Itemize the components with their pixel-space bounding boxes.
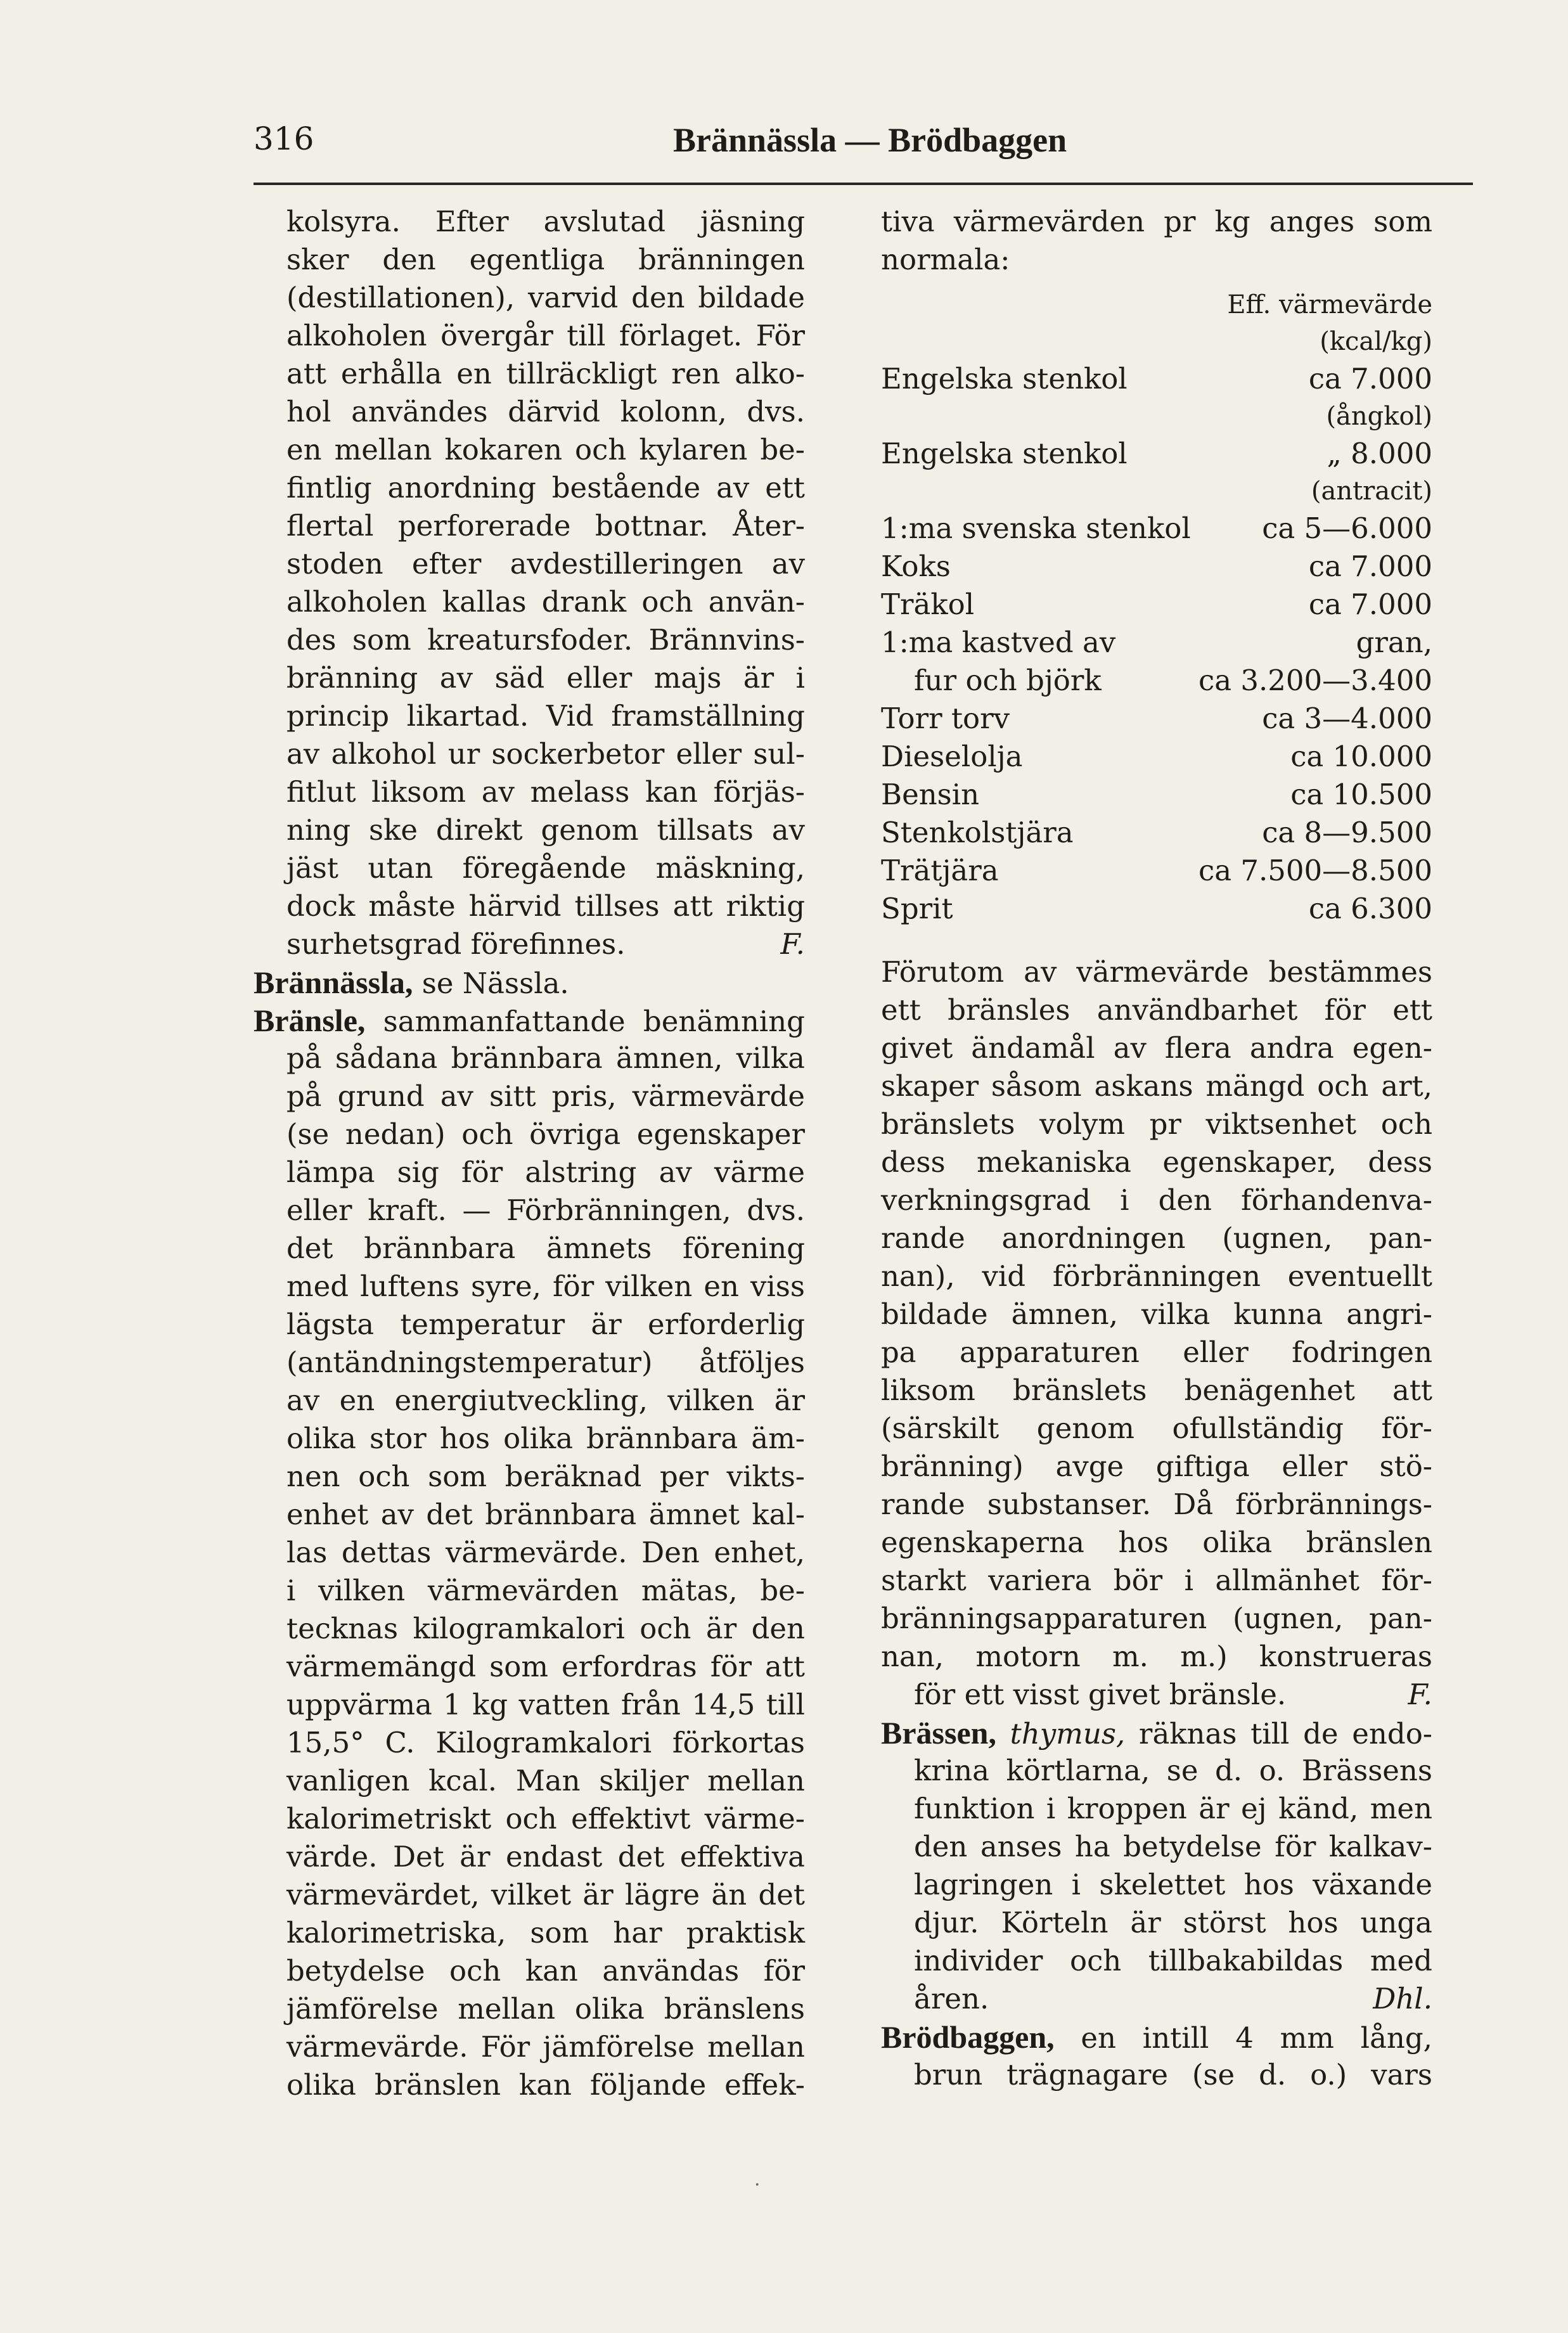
fuel-name: Koks <box>881 550 951 583</box>
text-line: värmevärdet, vilket är lägre än det <box>286 1878 805 1912</box>
fuel-name: Torr torv <box>881 702 1010 735</box>
paragraph <box>881 953 1432 1676</box>
text-line: värmevärde. För jämförelse mellan <box>286 2030 805 2064</box>
text-line: att erhålla en tillräckligt ren alko- <box>286 357 805 390</box>
text-line: (se nedan) och övriga egenskaper <box>286 1117 805 1151</box>
spacer <box>881 928 1432 953</box>
entry-body <box>254 1039 805 2104</box>
table-row <box>881 548 1432 586</box>
table-row <box>881 510 1432 548</box>
right-column <box>881 203 1432 2094</box>
text-line: ning ske direkt genom tillsats av <box>286 813 805 847</box>
entry-brassen <box>881 1714 1432 2018</box>
continued-text <box>254 203 805 925</box>
heating-value: ca 7.000 <box>1308 362 1432 395</box>
text-line: brun trägnagare (se d. o.) vars <box>914 2058 1432 2092</box>
line-text: surhetsgrad förefinnes. <box>286 927 626 961</box>
heating-value: ca 7.500—8.500 <box>1198 854 1432 887</box>
running-title: Brännässla — Brödbaggen <box>673 121 1067 159</box>
fuel-name: Trätjära <box>881 854 999 887</box>
text-line <box>881 1676 1432 1714</box>
text-line: olika stor hos olika brännbara äm- <box>286 1422 805 1455</box>
text-line: kolsyra. Efter avslutad jäsning <box>286 205 805 238</box>
text-line: princip likartad. Vid framställning <box>286 699 805 733</box>
text-line: jämförelse mellan olika bränslens <box>286 1992 805 2026</box>
text-line: det brännbara ämnets förening <box>286 1231 805 1265</box>
table-row <box>881 738 1432 776</box>
text-line: 15,5° C. Kilogramkalori förkortas <box>286 1726 805 1759</box>
entry-brodbaggen <box>881 2018 1432 2094</box>
fuel-table <box>881 286 1432 928</box>
headword: Brässen, <box>881 1715 996 1751</box>
text-line: lägsta temperatur är erforderlig <box>286 1308 805 1341</box>
text-line: eller kraft. — Förbränningen, dvs. <box>286 1193 805 1227</box>
author-signature: F. <box>780 927 805 961</box>
line-text: för ett visst givet bränsle. <box>914 1678 1287 1711</box>
entry-body <box>881 1752 1432 1980</box>
text-line: (särskilt genom ofullständig för- <box>881 1411 1432 1445</box>
text-line: skaper såsom askans mängd och art, <box>881 1069 1432 1103</box>
speck: · <box>754 2174 761 2196</box>
text-line: starkt variera bör i allmänhet för- <box>881 1564 1432 1597</box>
text-line: nan, motorn m. m.) konstrueras <box>881 1640 1432 1673</box>
text-line: hol användes därvid kolonn, dvs. <box>286 395 805 428</box>
text-line: värmemängd som erfordras för att <box>286 1650 805 1683</box>
table-row <box>881 662 1432 700</box>
table-row <box>881 890 1432 928</box>
text-line: vanligen kcal. Man skiljer mellan <box>286 1764 805 1797</box>
text-line: normala: <box>881 243 1010 276</box>
latin-name: thymus, <box>996 1717 1126 1751</box>
fuel-name: Bensin <box>881 778 980 811</box>
text-line: uppvärma 1 kg vatten från 14,5 till <box>286 1688 805 1721</box>
headword: Bränsle, <box>254 1003 366 1038</box>
heating-value: ca 10.000 <box>1290 740 1432 773</box>
text-line: dess mekaniska egenskaper, dess <box>881 1145 1432 1179</box>
entry-bransle <box>254 1001 805 2104</box>
table-row <box>881 776 1432 814</box>
heating-value: ca 5—6.000 <box>1262 511 1432 545</box>
table-body <box>881 360 1432 928</box>
text-line: jäst utan föregående mäskning, <box>286 851 805 885</box>
text-line: verkningsgrad i den förhandenva- <box>881 1183 1432 1217</box>
text-line: des som kreatursfoder. Brännvins- <box>286 623 805 657</box>
text-line: pa apparaturen eller fodringen <box>881 1335 1432 1369</box>
text-line: en mellan kokaren och kylaren be- <box>286 433 805 466</box>
text-line: (destillationen), varvid den bildade <box>286 281 805 314</box>
text-line: på sådana brännbara ämnen, vilka <box>286 1041 805 1075</box>
header-rule <box>254 183 1473 185</box>
table-row <box>881 814 1432 852</box>
fuel-name: fur och björk <box>914 664 1102 697</box>
text-line: kalorimetriskt och effektivt värme- <box>286 1802 805 1835</box>
heating-value: ca 3—4.000 <box>1262 702 1432 735</box>
fuel-name: Dieselolja <box>881 740 1023 773</box>
entry-brannassla <box>254 963 805 1001</box>
table-row <box>881 852 1432 890</box>
text-line: flertal perforerade bottnar. Åter- <box>286 509 805 543</box>
text-line <box>254 925 805 963</box>
text-line: kalorimetriska, som har praktisk <box>286 1916 805 1950</box>
text-line: i vilken värmevärden mätas, be- <box>286 1574 805 1607</box>
entry-first-line <box>254 1001 805 1039</box>
text-line: fintlig anordning bestående av ett <box>286 471 805 505</box>
text-line: djur. Körteln är störst hos unga <box>914 1906 1432 1939</box>
fuel-name: Engelska stenkol <box>881 437 1128 470</box>
text-line: rande substanser. Då förbrännings- <box>881 1488 1432 1521</box>
heating-value: ca 7.000 <box>1308 588 1432 621</box>
text-line: sker den egentliga bränningen <box>286 243 805 276</box>
text-line: funktion i kroppen är ej känd, men <box>914 1792 1432 1825</box>
fuel-name: Träkol <box>881 588 975 621</box>
left-column <box>254 203 805 2104</box>
text-line: av en energiutveckling, vilken är <box>286 1384 805 1417</box>
text-line: nen och som beräknad per vikts- <box>286 1460 805 1493</box>
text-line: bränning av säd eller majs är i <box>286 661 805 695</box>
fuel-name: Engelska stenkol <box>881 362 1128 395</box>
text-line: bränningsapparaturen (ugnen, pan- <box>881 1602 1432 1635</box>
fuel-name: 1:ma svenska stenkol <box>881 511 1191 545</box>
entry-text: en intill 4 mm lång, <box>1054 2021 1432 2055</box>
running-header <box>254 120 1473 171</box>
heating-value: ca 3.200—3.400 <box>1198 664 1432 697</box>
text-line: dock måste härvid tillses att riktig <box>286 889 805 923</box>
table-row <box>881 700 1432 738</box>
text-line <box>881 1980 1432 2018</box>
text-line: den anses ha betydelse för kalkav- <box>914 1830 1432 1863</box>
text-line: alkoholen kallas drank och använ- <box>286 585 805 619</box>
table-row <box>881 435 1432 473</box>
text-line: lämpa sig för alstring av värme <box>286 1155 805 1189</box>
text-line: egenskaperna hos olika bränslen <box>881 1526 1432 1559</box>
line-text: åren. <box>914 1982 989 2015</box>
heating-value: ca 8—9.500 <box>1262 816 1432 849</box>
fuel-note: (ångkol) <box>1326 402 1432 431</box>
text-line: tecknas kilogramkalori och är den <box>286 1612 805 1645</box>
heating-value: ca 10.500 <box>1290 778 1432 811</box>
fuel-name: 1:ma kastved av <box>881 626 1116 659</box>
entry-text: sammanfattande benämning <box>365 1005 805 1038</box>
entry-text: se Nässla. <box>413 967 569 1000</box>
text-line: nan), vid förbränningen eventuellt <box>881 1259 1432 1293</box>
author-signature: F. <box>1408 1678 1432 1711</box>
table-row <box>881 624 1432 662</box>
fuel-note: (antracit) <box>1311 477 1432 506</box>
heating-value: „ 8.000 <box>1327 437 1432 470</box>
text-line: på grund av sitt pris, värmevärde <box>286 1079 805 1113</box>
text-line: enhet av det brännbara ämnet kal- <box>286 1498 805 1531</box>
table-row <box>881 360 1432 398</box>
text-line: med luftens syre, för vilken en viss <box>286 1269 805 1303</box>
text-line: krina körtlarna, se d. o. Brässens <box>914 1754 1432 1787</box>
text-line: lagringen i skelettet hos växande <box>914 1868 1432 1901</box>
text-line: bränslets volym pr viktsenhet och <box>881 1107 1432 1141</box>
table-header-unit: (kcal/kg) <box>1320 327 1432 356</box>
page-number: 316 <box>254 120 314 157</box>
text-line: las dettas värmevärde. Den enhet, <box>286 1536 805 1569</box>
headword: Brännässla, <box>254 965 413 1000</box>
text-line: givet ändamål av flera andra egen- <box>881 1031 1432 1065</box>
table-row <box>881 586 1432 624</box>
text-line: liksom bränslets benägenhet att <box>881 1373 1432 1407</box>
text-line: olika bränslen kan följande effek- <box>286 2068 805 2102</box>
text-line: bildade ämnen, vilka kunna angri- <box>881 1297 1432 1331</box>
entry-text: räknas till de endo- <box>1125 1717 1432 1751</box>
heating-value: ca 7.000 <box>1308 550 1432 583</box>
text-line: Förutom av värmevärde bestämmes <box>881 955 1432 989</box>
text-line: (antändningstemperatur) åtföljes <box>286 1346 805 1379</box>
heating-value: gran, <box>1356 626 1432 659</box>
headword: Brödbaggen, <box>881 2019 1055 2055</box>
text-line: fitlut liksom av melass kan förjäs- <box>286 775 805 809</box>
text-line: individer och tillbakabildas med <box>914 1944 1432 1977</box>
entry-first-line <box>881 2018 1432 2056</box>
fuel-name: Sprit <box>881 892 953 925</box>
table-header: Eff. värmevärde <box>1227 290 1432 319</box>
heating-value: ca 6.300 <box>1308 892 1432 925</box>
entry-first-line <box>881 1714 1432 1752</box>
text-line: av alkohol ur sockerbetor eller sul- <box>286 737 805 771</box>
text-line: värde. Det är endast det effektiva <box>286 1840 805 1873</box>
text-line: rande anordningen (ugnen, pan- <box>881 1221 1432 1255</box>
text-line: alkoholen övergår till förlaget. För <box>286 319 805 352</box>
text-line: bränning) avge giftiga eller stö- <box>881 1449 1432 1483</box>
text-line: stoden efter avdestilleringen av <box>286 547 805 581</box>
text-line: betydelse och kan användas för <box>286 1954 805 1988</box>
text-line: tiva värmevärden pr kg anges som <box>881 205 1432 238</box>
author-signature: Dhl. <box>1373 1982 1432 2015</box>
text-line: ett bränsles användbarhet för ett <box>881 993 1432 1027</box>
fuel-name: Stenkolstjära <box>881 816 1074 849</box>
